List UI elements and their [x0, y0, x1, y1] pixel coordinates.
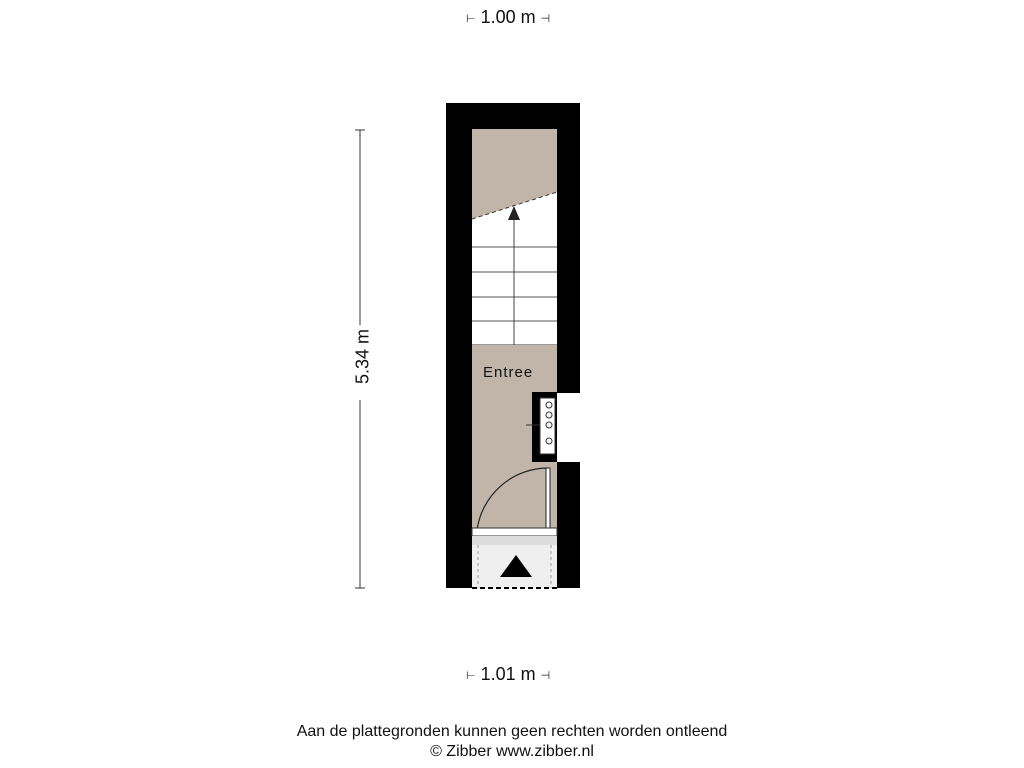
wall-right-lower — [557, 462, 580, 588]
porch — [472, 536, 557, 588]
height-dimension-label: 5.34 m — [352, 328, 373, 385]
bottom-width-dimension — [466, 664, 550, 685]
top-width-dimension — [466, 7, 550, 28]
dimension-tick-icon: ⊢ — [466, 669, 476, 682]
wall-right-upper — [557, 103, 580, 393]
wall-left — [446, 103, 472, 588]
dimension-tick-icon: ⊣ — [540, 12, 551, 25]
footer-copyright: © Zibber www.zibber.nl — [430, 743, 594, 760]
bottom-width-label: 1.01 m — [480, 664, 536, 684]
dimension-tick-icon: ⊣ — [540, 669, 551, 682]
dimension-tick-icon: ⊢ — [466, 12, 476, 25]
footer-disclaimer: Aan de plattegronden kunnen geen rechten worden ontleend — [296, 723, 728, 740]
room-label-entree: Entree — [483, 364, 534, 381]
top-width-label: 1.00 m — [480, 7, 536, 27]
